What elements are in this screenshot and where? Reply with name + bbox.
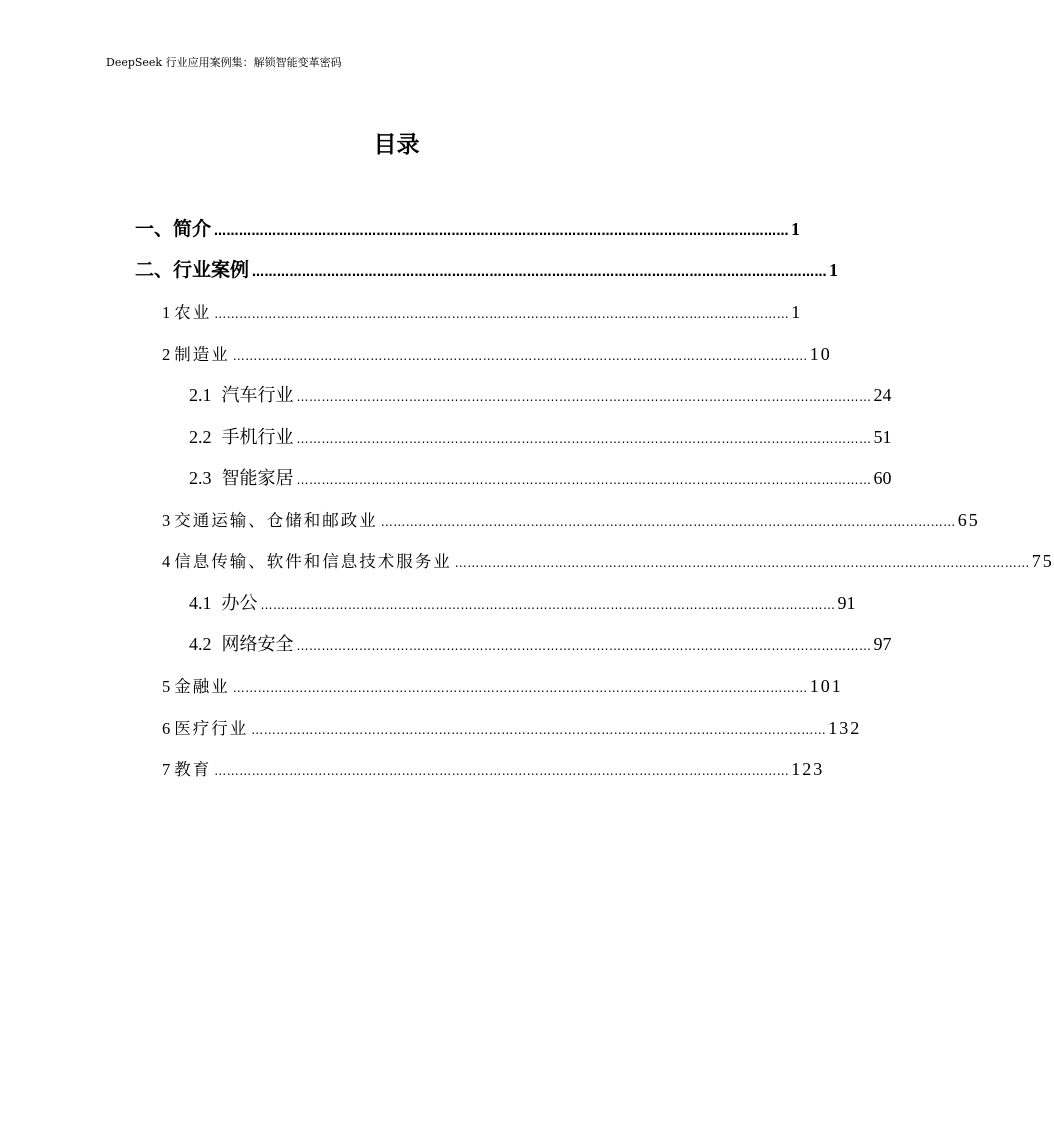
toc-entry-number: 2.1 (189, 385, 212, 405)
toc-entry-label: 制造业 (174, 345, 230, 364)
toc-entry-page: 51 (873, 427, 892, 447)
dot-leader: ………………………………………………………………………………………………………………………… (232, 681, 808, 695)
toc-entry-agriculture[interactable] (162, 297, 803, 327)
dot-leader: ………………………………………………………………………………………………………………………… (214, 307, 790, 321)
dot-leader: ………………………………………………………………………………………………………………………… (296, 390, 872, 404)
toc-entry-healthcare[interactable] (162, 713, 862, 743)
toc-entry-label: 二、行业案例 (135, 259, 250, 281)
toc-entry-page: 97 (873, 634, 892, 654)
toc-entry-page: 65 (957, 510, 980, 530)
dot-leader: ………………………………………………………………………………………………………………………… (251, 723, 827, 737)
toc-entry-label: 交通运输、仓储和邮政业 (174, 511, 378, 530)
toc-entry-page: 132 (828, 718, 862, 738)
running-header: DeepSeek 行业应用案例集：解锁智能变革密码 (106, 56, 342, 69)
toc-entry-label: 网络安全 (221, 634, 294, 655)
dot-leader: ………………………………………………………………………………………………………………………… (260, 598, 836, 612)
toc-entry-number: 3 (162, 511, 171, 530)
toc-entry-number: 2 (162, 345, 171, 364)
dot-leader: ………………………………………………………………………………………………………………………… (232, 349, 808, 363)
toc-entry-number: 4 (162, 552, 171, 571)
toc-entry-page: 1 (829, 260, 839, 280)
page-title: 目录 (373, 132, 420, 158)
dot-leader: ………………………………………………………………………………………………………………………… (296, 639, 872, 653)
dot-leader: ………………………………………………………………………………………………………………………… (252, 265, 828, 279)
toc-entry-label: 教育 (174, 760, 212, 779)
dot-leader: ………………………………………………………………………………………………………………………… (296, 473, 872, 487)
toc-entry-label: 医疗行业 (174, 719, 249, 738)
toc-entry-number: 4.2 (189, 634, 212, 654)
toc-entry-automotive[interactable] (189, 380, 892, 410)
toc-entry-label: 手机行业 (221, 427, 294, 448)
toc-entry-manufacturing[interactable] (162, 339, 832, 369)
toc-entry-number: 4.1 (189, 593, 212, 613)
toc-entry-number: 1 (162, 303, 171, 322)
toc-entry-number: 5 (162, 677, 171, 696)
toc-entry-page: 24 (873, 385, 892, 405)
dot-leader: ………………………………………………………………………………………………………………………… (214, 764, 790, 778)
toc-entry-page: 75 (1031, 551, 1054, 571)
toc-entry-cybersecurity[interactable] (189, 629, 892, 659)
toc-entry-office[interactable] (189, 588, 856, 618)
toc-entry-transportation[interactable] (162, 505, 980, 535)
toc-entry-label: 农业 (174, 303, 212, 322)
toc-entry-number: 6 (162, 719, 171, 738)
toc-entry-number: 2.2 (189, 427, 212, 447)
toc-entry-page: 91 (837, 593, 856, 613)
toc-entry-label: 汽车行业 (221, 385, 294, 406)
toc-entry-mobile-phone[interactable] (189, 422, 892, 452)
toc-entry-label: 金融业 (174, 677, 230, 696)
toc-entry-intro[interactable] (135, 214, 801, 244)
toc-entry-label: 信息传输、软件和信息技术服务业 (174, 552, 452, 571)
toc-entry-finance[interactable] (162, 671, 843, 701)
toc-entry-page: 1 (791, 219, 801, 239)
dot-leader: ………………………………………………………………………………………………………………………… (454, 556, 1030, 570)
dot-leader: ………………………………………………………………………………………………………………………… (296, 432, 872, 446)
toc-entry-page: 101 (809, 676, 843, 696)
toc-entry-label: 智能家居 (221, 468, 294, 489)
toc-entry-number: 7 (162, 760, 171, 779)
toc-entry-page: 123 (791, 759, 825, 779)
toc-entry-industry-cases[interactable] (135, 255, 839, 285)
toc-entry-page: 60 (873, 468, 892, 488)
toc-entry-number: 2.3 (189, 468, 212, 488)
toc-entry-page: 10 (809, 344, 832, 364)
toc-entry-page: 1 (791, 302, 803, 322)
toc-entry-smart-home[interactable] (189, 463, 892, 493)
toc-entry-it-services[interactable] (162, 546, 1054, 576)
toc-entry-label: 办公 (221, 593, 258, 614)
dot-leader: ………………………………………………………………………………………………………………………… (380, 515, 956, 529)
toc-entry-education[interactable] (162, 754, 825, 784)
toc-entry-label: 一、简介 (135, 218, 212, 240)
dot-leader: ………………………………………………………………………………………………………………………… (214, 224, 790, 238)
